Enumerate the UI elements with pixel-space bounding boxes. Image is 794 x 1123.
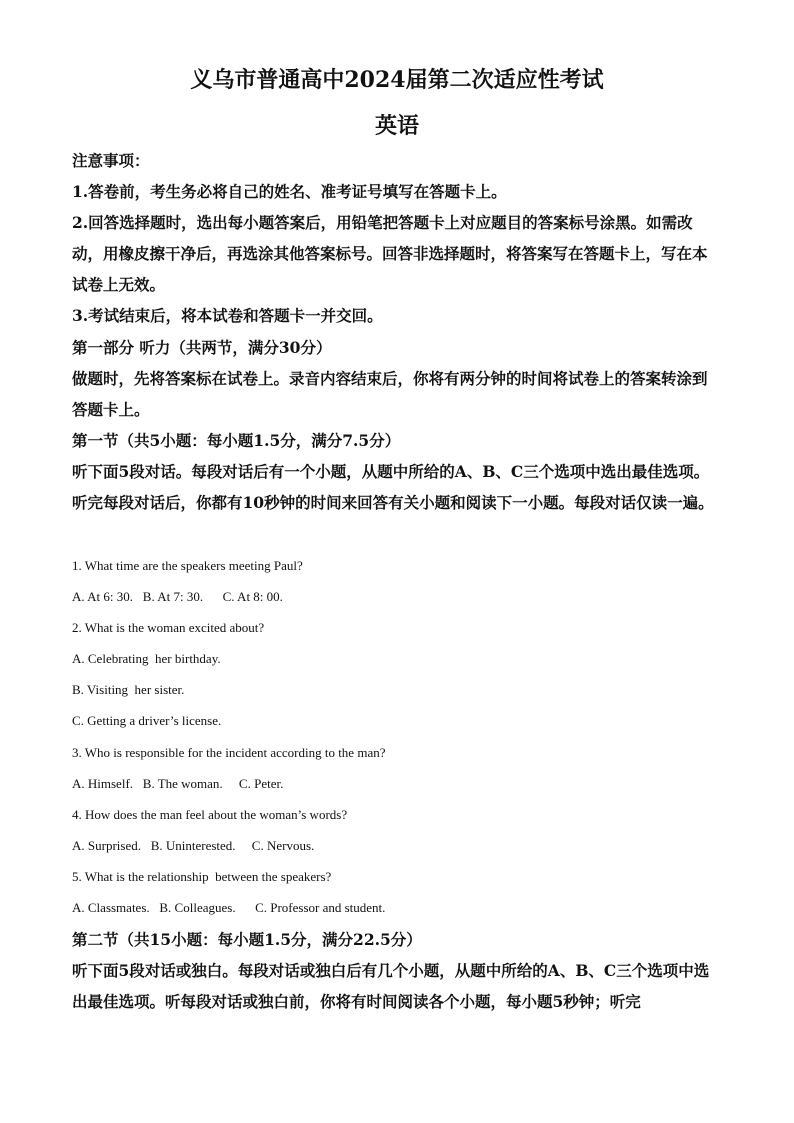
question-2-option-c: C. Getting a driver’s license. xyxy=(72,713,222,728)
question-1-options: A. At 6: 30. B. At 7: 30. C. At 8: 00. xyxy=(72,589,283,604)
section2-instruction: 听下面5段对话或独白。每段对话或独白后有几个小题，从题中所给的A、B、C三个选项中选出最佳选项。听每段对话或独白前，你将有时间阅读各个小题，每小题5秒钟；听完 xyxy=(72,961,710,1011)
question-5: 5. What is the relationship between the speakers? xyxy=(72,869,332,884)
question-3-options: A. Himself. B. The woman. C. Peter. xyxy=(72,776,284,791)
question-5-options: A. Classmates. B. Colleagues. C. Professor and student. xyxy=(72,900,386,915)
notice-item-3: 3.考试结束后，将本试卷和答题卡一并交回。 xyxy=(72,306,383,325)
notice-heading: 注意事项： xyxy=(72,151,150,170)
question-4-options: A. Surprised. B. Uninterested. C. Nervous. xyxy=(72,838,315,853)
section2-heading: 第二节（共15小题：每小题1.5分，满分22.5分） xyxy=(72,930,422,949)
question-4: 4. How does the man feel about the woman’s words? xyxy=(72,807,348,822)
subject-title: 英语 xyxy=(374,113,419,139)
part1-instruction: 做题时，先将答案标在试卷上。录音内容结束后，你将有两分钟的时间将试卷上的答案转涂到答题卡上。 xyxy=(72,369,708,419)
section1-instruction: 听下面5段对话。每段对话后有一个小题，从题中所给的A、B、C三个选项中选出最佳选项。听完每段对话后，你都有10秒钟的时间来回答有关小题和阅读下一小题。每段对话仅读一遍。 xyxy=(72,462,714,512)
question-1: 1. What time are the speakers meeting Paul? xyxy=(72,558,303,573)
notice-item-2: 2.回答选择题时，选出每小题答案后，用铅笔把答题卡上对应题目的答案标号涂黑。如需改动，用橡皮擦干净后，再选涂其他答案标号。回答非选择题时，将答案写在答题卡上，写在本试卷上无效。 xyxy=(72,213,708,294)
exam-title: 义乌市普通高中2024届第二次适应性考试 xyxy=(190,67,604,93)
notice-item-1: 1.答卷前，考生务必将自己的姓名、准考证号填写在答题卡上。 xyxy=(72,182,507,201)
question-3: 3. Who is responsible for the incident according to the man? xyxy=(72,745,386,760)
question-2-option-b: B. Visiting her sister. xyxy=(72,682,185,697)
section1-heading: 第一节（共5小题：每小题1.5分，满分7.5分） xyxy=(72,431,401,450)
question-2: 2. What is the woman excited about? xyxy=(72,620,265,635)
part1-heading: 第一部分 听力（共两节，满分30分） xyxy=(72,338,332,357)
question-2-option-a: A. Celebrating her birthday. xyxy=(72,651,221,666)
